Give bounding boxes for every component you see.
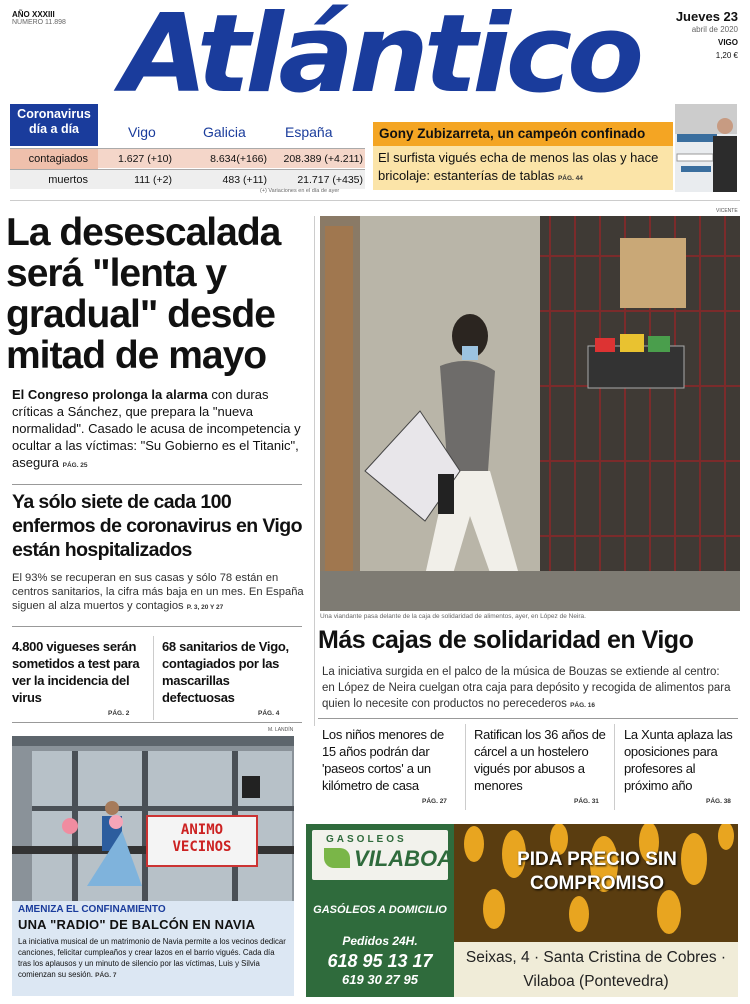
row-label: muertos [48,174,88,186]
covid-row-contagiados [10,148,365,168]
value-espana: 208.389 (+4.211) [283,153,363,165]
covid-row-muertos [10,169,365,189]
radio-text-body: La iniciativa musical de un matrimonio de Navia permite a los vecinos dedicar canciones, felicitar cumpleaños y crear lazos en el barrio vigués. Cada día tras los aplausos y un minuto de silencio por las víctimas, Luis y Silvia comienzan su sesión. [18,937,286,979]
radio-headline[interactable]: UNA "RADIO" DE BALCÓN EN NAVIA [18,917,256,932]
main-lead [12,386,302,474]
page-ref: PÁG. 4 [258,710,280,717]
value-galicia: 483 (+11) [222,174,267,186]
radio-kicker: AMENIZA EL CONFINAMIENTO [18,904,166,915]
drop-icon [324,848,350,868]
sign-text: ANIMO VECINOS [172,822,232,855]
page-ref: PÁG. 7 [95,972,117,979]
covid-col-vigo: Vigo [128,124,156,140]
value-vigo: 111 (+2) [134,174,172,186]
covid-table [10,104,365,186]
main-photo-caption: Una viandante pasa delante de la caja de solidaridad de alimentos, ayer, en López de Neira. [320,613,586,620]
photo-credit: M. LANDÍN [268,727,294,733]
promo-text [378,149,668,188]
page-ref: PÁG. 16 [570,702,595,709]
story2-lead [12,571,312,615]
ad-brand: VILABOA [354,846,453,871]
main-lead-bold: El Congreso prolonga la alarma [12,387,208,402]
masthead-meta [12,10,66,27]
value-espana: 21.717 (+435) [297,174,363,186]
newspaper-logo[interactable]: Atlántico [121,0,639,117]
page-ref: PÁG. 31 [574,798,599,805]
promo-headline: Gony Zubizarreta, un campeón confinado [373,122,673,146]
price: 1,20 € [715,51,738,61]
photo-story-headline[interactable]: Más cajas de solidaridad en Vigo [318,626,694,654]
page-ref: PÁG. 27 [422,798,447,805]
covid-note: (+) Variaciones en el día de ayer [260,188,340,194]
ad-vilaboa[interactable] [306,824,738,997]
covid-title: Coronavirus día a día [10,104,98,146]
date: abril de 2020 [691,24,738,34]
year-label: AÑO XXXIII [12,10,55,19]
page-ref: PÁG. 2 [108,710,130,717]
masthead-date [676,10,738,61]
radio-caption-box [12,901,294,996]
photo-story-text [322,664,732,714]
page-ref: PÁG. 25 [62,462,88,469]
ad-address: Seixas, 4 · Santa Cristina de Cobres · Vilaboa (Pontevedra) [465,949,727,990]
page-ref: PÁG. 44 [557,175,583,182]
short-story-headline[interactable]: 4.800 vigueses serán sometidos a test para ver la incidencia del virus [12,639,140,705]
radio-photo [12,736,294,901]
ad-orders: Pedidos 24H. [342,934,418,948]
row-label: contagiados [10,149,98,169]
issue-number: NÚMERO 11.898 [12,19,66,27]
mini-story-headline[interactable]: Ratifican los 36 años de cárcel a un hostelero vigués por abusos a menores [474,727,606,793]
page-ref: P. 3, 20 Y 27 [186,604,224,611]
radio-text [18,936,288,981]
main-photo [320,216,740,611]
covid-col-galicia: Galicia [203,124,246,140]
short-story-headline[interactable]: 68 sanitarios de Vigo, contagiados por las mascarillas defectuosas [162,639,289,705]
promo-photo [675,104,737,192]
mini-story-headline[interactable]: La Xunta aplaza las oposiciones para profesores al próximo año [624,727,733,793]
ad-brand-top: GASOLEOS [326,834,407,845]
value-vigo: 1.627 (+10) [118,153,172,165]
ad-promo: PIDA PRECIO SIN COMPROMISO [517,849,677,894]
promo-text-body: El surfista vigués echa de menos las olas y hace bricolaje: estanterías de tablas [378,150,659,183]
photo-story-body: La iniciativa surgida en el palco de la música de Bouzas se extiende al centro: en López de Neira cuelgan otra caja para depósito y recogida de alimentos para quien lo necesite con productos no perecederos [322,666,731,710]
ad-phone-2[interactable]: 619 30 27 95 [342,972,418,987]
mini-story-headline[interactable]: Los niños menores de 15 años podrán dar 'paseos cortos' a un kilómetro de casa [322,727,444,793]
ad-service: GASÓLEOS A DOMICILIO [313,904,447,916]
main-lead-text: con duras críticas a Sánchez, que prepara la "nueva normalidad". Casado le acusa de incompetencia y ocultar a las víctimas: "Su Gobierno es el Titanic", asegura [12,387,301,470]
story2-headline[interactable]: Ya sólo siete de cada 100 enfermos de coronavirus en Vigo están hospitalizados [12,491,302,561]
promo-box[interactable] [373,122,673,190]
story2-lead-text: El 93% se recuperan en sus casas y sólo 78 están en centros sanitarios, la cifra más baja en un mes. En España siguen al alza muertos y contagios [12,572,304,612]
ad-phone-1[interactable]: 618 95 13 17 [327,951,433,971]
photo-credit: VICENTE [716,208,738,214]
edition-city: VIGO [717,38,738,48]
main-headline[interactable]: La desescalada será "lenta y gradual" desde mitad de mayo [6,211,281,377]
value-galicia: 8.634(+166) [210,153,267,165]
covid-col-espana: España [285,124,333,140]
page-ref: PÁG. 38 [706,798,731,805]
weekday: Jueves 23 [675,9,738,24]
